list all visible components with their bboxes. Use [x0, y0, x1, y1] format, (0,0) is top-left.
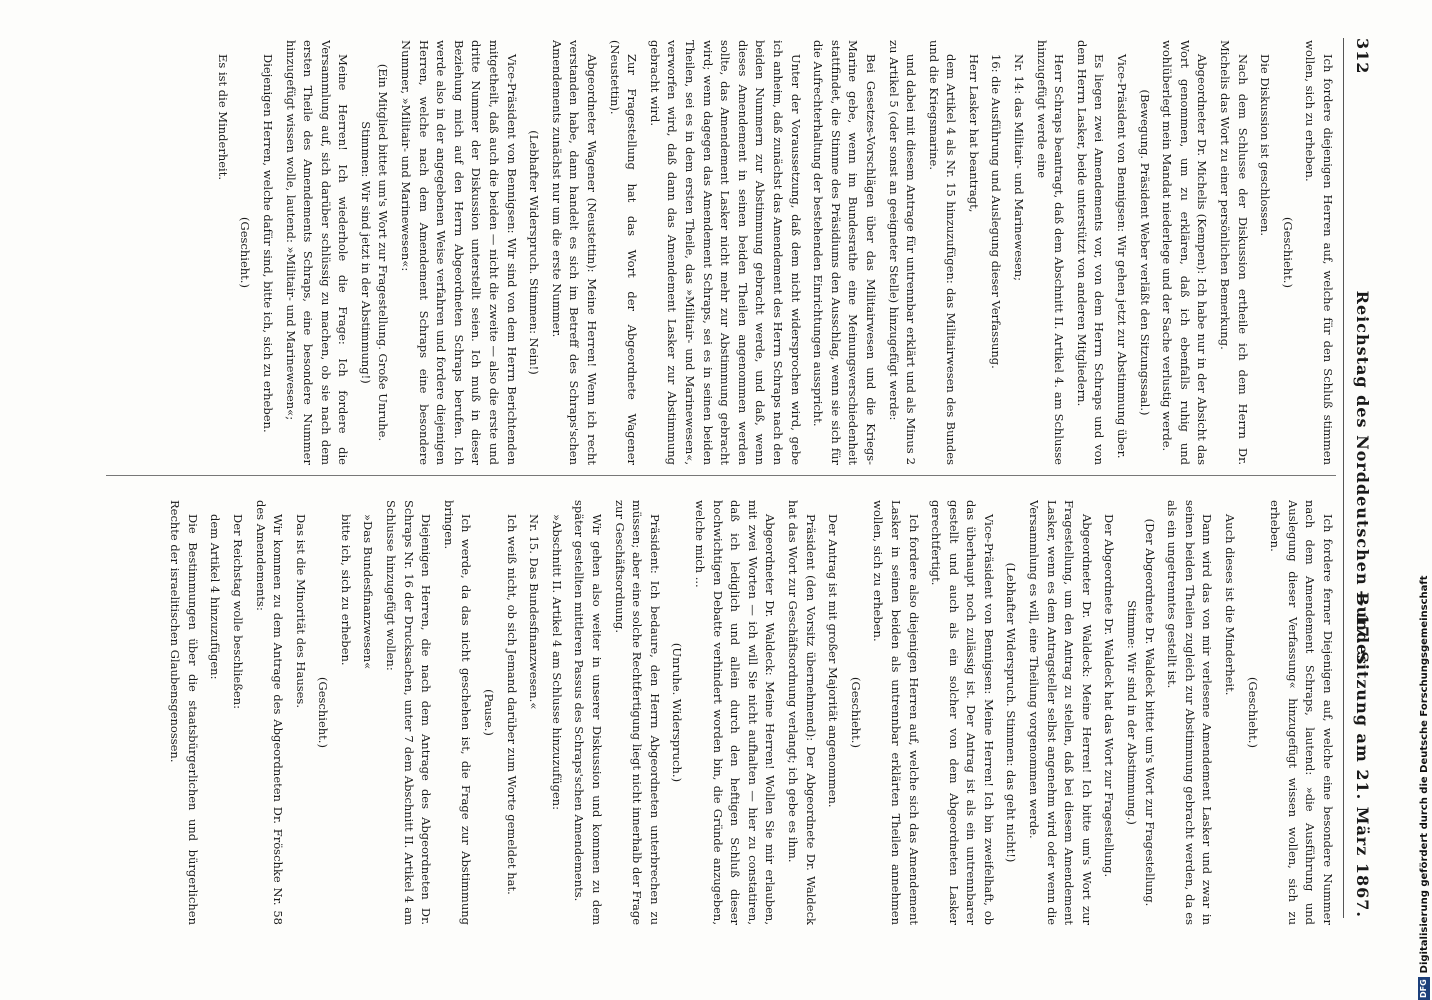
paragraph: Wir kommen zu dem Antrage des Abgeordneten Dr. Fröschke Nr. 58 des Amendements: [253, 500, 286, 925]
left-column [46, 40, 1336, 465]
right-column [46, 500, 1336, 925]
paragraph: Die Diskussion ist geschlossen. [1258, 54, 1273, 237]
paragraph: Der Abgeordnete Dr. Waldeck hat das Wort zur Fragestellung. [1102, 514, 1117, 878]
paragraph: dem Artikel 4 hinzuzufügen: [208, 514, 223, 680]
stage-direction: (Pause.) [482, 689, 497, 736]
paragraph: Es ist die Minderheit. [215, 54, 230, 181]
stage-direction: (Geschieht.) [848, 677, 863, 748]
paragraph: Nach dem Schlusse der Diskussion ertheile ich dem Herrn Dr. Michelis das Wort zu einer persönlichen Bemerkung. [1218, 40, 1250, 465]
paragraph: Meine Herren! Ich wiederhole die Frage: Ich fordere die Versammlung auf, sich darüber schlüssig zu machen, ob sie nach dem ersten Theile des Amendements Schraps, eine besondere Nummer hinzugefügt wissen wolle, lautend: »Militair- und Marinewesen«; [283, 40, 351, 465]
paragraph: Auch dieses ist die Minderheit. [1223, 514, 1238, 696]
stage-direction: (Bewegung. Präsident Weber verläßt den Sitzungssaal.) [1137, 89, 1152, 416]
page-header [1350, 38, 1372, 918]
paragraph: Der Antrag ist mit großer Majorität angenommen. [826, 514, 841, 808]
session-date: — 17. Sitzung am 21. März 1867. [1353, 590, 1372, 918]
paragraph: und dabei mit diesem Antrage für untrennbar erklärt und als Minus 2 zu Artikel 5 (oder sonst an geeigneter Stelle) hinzugefügt werde: [886, 40, 919, 465]
paragraph: Unter der Voraussetzung, daß dem nicht widersprochen wird, gebe ich anheim, daß zunächst das Amendement des Herrn Schraps nach den beiden Nummern zur Abstimmung gebracht werde, und daß, wenn dieses Amendement in seinen beiden Theilen angenommen werden sollte, das Amendement Lasker nicht mehr zur Abstimmung gebracht wird; wenn dagegen das Amendement Schraps, sei es in seinen beiden Theilen, sei es in dem ersten Theile, das »Militair- und Marinewesen«, verworfen wird, daß dann das Amendement Lasker zur Abstimmung gebracht wird. [647, 40, 803, 465]
paragraph: Ich fordere ferner Diejenigen auf, welche eine besondere Nummer nach dem Amendement Schraps, lautend: »die Ausführung und Auslegung dieser Verfassung« hinzugefügt wissen wollen, sich zu erheben. [1268, 500, 1335, 925]
digitization-credit [1417, 10, 1431, 1000]
paragraph: Nr. 14: das Militair- und Marinewesen; [1012, 54, 1027, 282]
paragraph: Diejenigen Herren, die nach dem Antrage des Abgeordneten Dr. Schraps Nr. 16 der Drucksachen, unter 7 dem Abschnitt II. Artikel 4 am Schlusse hinzugefügt wollen: [384, 500, 434, 925]
paragraph: Wir gehen also weiter in unserer Diskussion und kommen zu dem später gestellten mittleren Passus des Schraps'schen Amendements. [572, 500, 605, 925]
paragraph: Es liegen zwei Amendements vor, von dem Herrn Schraps und von dem Herrn Lasker, beide unterstützt von anderen Mitgliedern. [1074, 40, 1107, 465]
paragraph: Präsident (den Vorsitz übernehmend): Der Abgeordnete Dr. Waldeck hat das Wort zur Geschäftsordnung verlangt; ich gebe es ihm. [785, 500, 818, 925]
stage-direction: (Geschieht.) [238, 217, 253, 288]
paragraph: Das ist die Minorität des Hauses. [293, 514, 308, 708]
paragraph: »Das Bundesfinanzwesen« [361, 514, 376, 670]
paragraph: Abgeordneter Dr. Waldeck: Meine Herren! Wollen Sie mir erlauben, mit zwei Worten — ich will Sie nicht aufhalten — hier zu constatiren, daß ich lediglich und allein durch den heftigen Schluß dieser hochwichtigen Debatte verhindert worden bin, die Gründe anzugeben, welche mich ... [693, 500, 778, 925]
stage-direction: (Der Abgeordnete Dr. Waldeck bittet um's Wort zur Fragestellung. Stimme: Wir sind in der Abstimmung.) [1125, 518, 1157, 907]
stage-direction: (Ein Mitglied bittet um's Wort zur Fragestellung. Große Unruhe. Stimmen: Wir sind jetzt in der Abstimmung!) [358, 63, 391, 442]
running-title: Reichstag des Norddeutschen Bundes [1353, 290, 1372, 666]
paragraph: Bei Gesetzes-Vorschlägen über das Militairwesen und die Kriegs-Marine gebe, wenn im Bundesrathe eine Meinungsverschiedenheit stattfindet, die Stimme des Präsidiums den Ausschlag, wenn sie sich für die Aufrechterhaltung der bestehenden Einrichtungen ausspricht. [811, 40, 878, 465]
stage-direction: (Lebhafter Widerspruch. Stimmen: das geht nicht!) [1004, 562, 1019, 863]
paragraph: Vice-Präsident von Bennigsen: Wir sind von dem Herrn Berichtenden mitgetheilt, daß auch die beiden — nicht die zweite — also die erste und dritte Nummer der Diskussion unterstellt seien. Ich muß in dieser Beziehung mich auf den Herrn Abgeordneten Schraps berufen. Ich werde also in der angegebenen Weise verfahren und fordere diejenigen Herren, welche nach dem Amendement Schraps eine besondere Nummer, »Militair- und Marinewesen«: [399, 40, 519, 465]
dfg-logo: DFG [1419, 979, 1428, 998]
stage-direction: (Lebhafter Widerspruch. Stimmen: Nein!) [527, 130, 542, 375]
paragraph: Herr Lasker hat beantragt, [966, 54, 981, 213]
paragraph: bitte ich, sich zu erheben. [338, 514, 353, 666]
paragraph: »Abschnitt II. Artikel 4 am Schlusse hinzuzufügen: [549, 514, 564, 811]
paragraph: Vice-Präsident von Bennigsen: Meine Herren! Ich bin zweifelhaft, ob das überhaupt noch zulässig ist. Der Antrag ist als ein untrennbarer gestellt und auch als ein solcher von dem Abgeordneten Lasker gerechtfertigt. [929, 500, 996, 925]
stage-direction: (Geschieht.) [1245, 677, 1260, 748]
paragraph: Präsident: Ich bedaure, den Herrn Abgeordneten unterbrechen zu müssen; aber eine solche Rechtfertigung liegt nicht innerhalb der Frage zur Geschäftsordnung. [612, 500, 662, 925]
stage-direction: (Geschieht.) [316, 677, 331, 748]
paragraph: Abgeordneter Dr. Waldeck: Meine Herren! Ich bitte um's Wort zur Fragestellung, um den Antrag zu stellen, daß bei diesem Amendement Lasker, wenn es dem Antragsteller selbst angenehm wird oder wenn die Versammlung es will, eine Theilung vorgenommen werde. [1027, 500, 1094, 925]
paragraph: Die Bestimmungen über die staatsbürgerlichen und bürgerlichen Rechte der israelitischen Glaubensgenossen. [168, 500, 200, 925]
paragraph: Ich fordere also diejenigen Herren auf, welche sich das Amendement Lasker in seinen beiden als untrennbar erklärten Theilen annehmen wollen, sich zu erheben. [871, 500, 921, 925]
column-divider [106, 475, 1336, 476]
paragraph: dem Artikel 4 als Nr. 15 hinzuzufügen: das Militairwesen des Bundes und die Kriegsmarine. [926, 40, 959, 465]
page-number: 312 [1353, 38, 1372, 75]
stage-direction: (Geschieht.) [1280, 217, 1295, 288]
header-rule [1343, 38, 1344, 918]
paragraph: Ich weiß nicht, ob sich Jemand darüber zum Worte gemeldet hat. [504, 514, 519, 895]
paragraph: Dann wird das von mir verlesene Amendement Lasker und zwar in seinen beiden Theilen zugleich zur Abstimmung gebracht werden, da es als ein ungetrenntes gestellt ist. [1165, 500, 1215, 925]
paragraph: Abgeordneter Dr. Michelis (Kempen): Ich habe nur in der Absicht das Wort genommen, um zu erklären, daß ich ebenfalls ruhig und wohlüberlegt mein Mandat niederlege und der Sache verlustig werde. [1160, 40, 1210, 465]
paragraph: Ich werde, da das nicht geschehen ist, die Frage zur Abstimmung bringen. [441, 500, 474, 925]
paragraph: Abgeordneter Wagener (Neustettin): Meine Herren! Wenn ich recht verstanden habe, dann handelt es sich im Betreff des Schraps'schen Amendements zunächst nur um die erste Nummer. [549, 40, 600, 465]
paragraph: Vice-Präsident von Bennigsen: Wir gehen jetzt zur Abstimmung über. [1115, 54, 1130, 459]
stage-direction: (Unruhe. Widerspruch.) [670, 642, 685, 783]
paragraph: Diejenigen Herren, welche dafür sind, bitte ich, sich zu erheben. [260, 54, 275, 433]
paragraph: Nr. 15. Das Bundesfinanzwesen.« [527, 514, 542, 710]
paragraph: Zur Fragestellung hat das Wort der Abgeordnete Wagener (Neustettin). [607, 40, 640, 465]
paragraph: Ich fordere diejenigen Herren auf, welche für den Schluß stimmen wollen, sich zu erheben. [1303, 40, 1335, 465]
paragraph: Herr Schraps beantragt, daß dem Abschnitt II. Artikel 4. am Schlusse hinzugefügt werde eine [1034, 40, 1067, 465]
paragraph: 16: die Ausführung und Auslegung dieser Verfassung. [989, 54, 1004, 369]
credit-text: Digitalisierung gefördert durch die Deutsche Forschungsgemeinschaft [1418, 575, 1430, 974]
paragraph: Der Reichstag wolle beschließen: [230, 514, 245, 709]
